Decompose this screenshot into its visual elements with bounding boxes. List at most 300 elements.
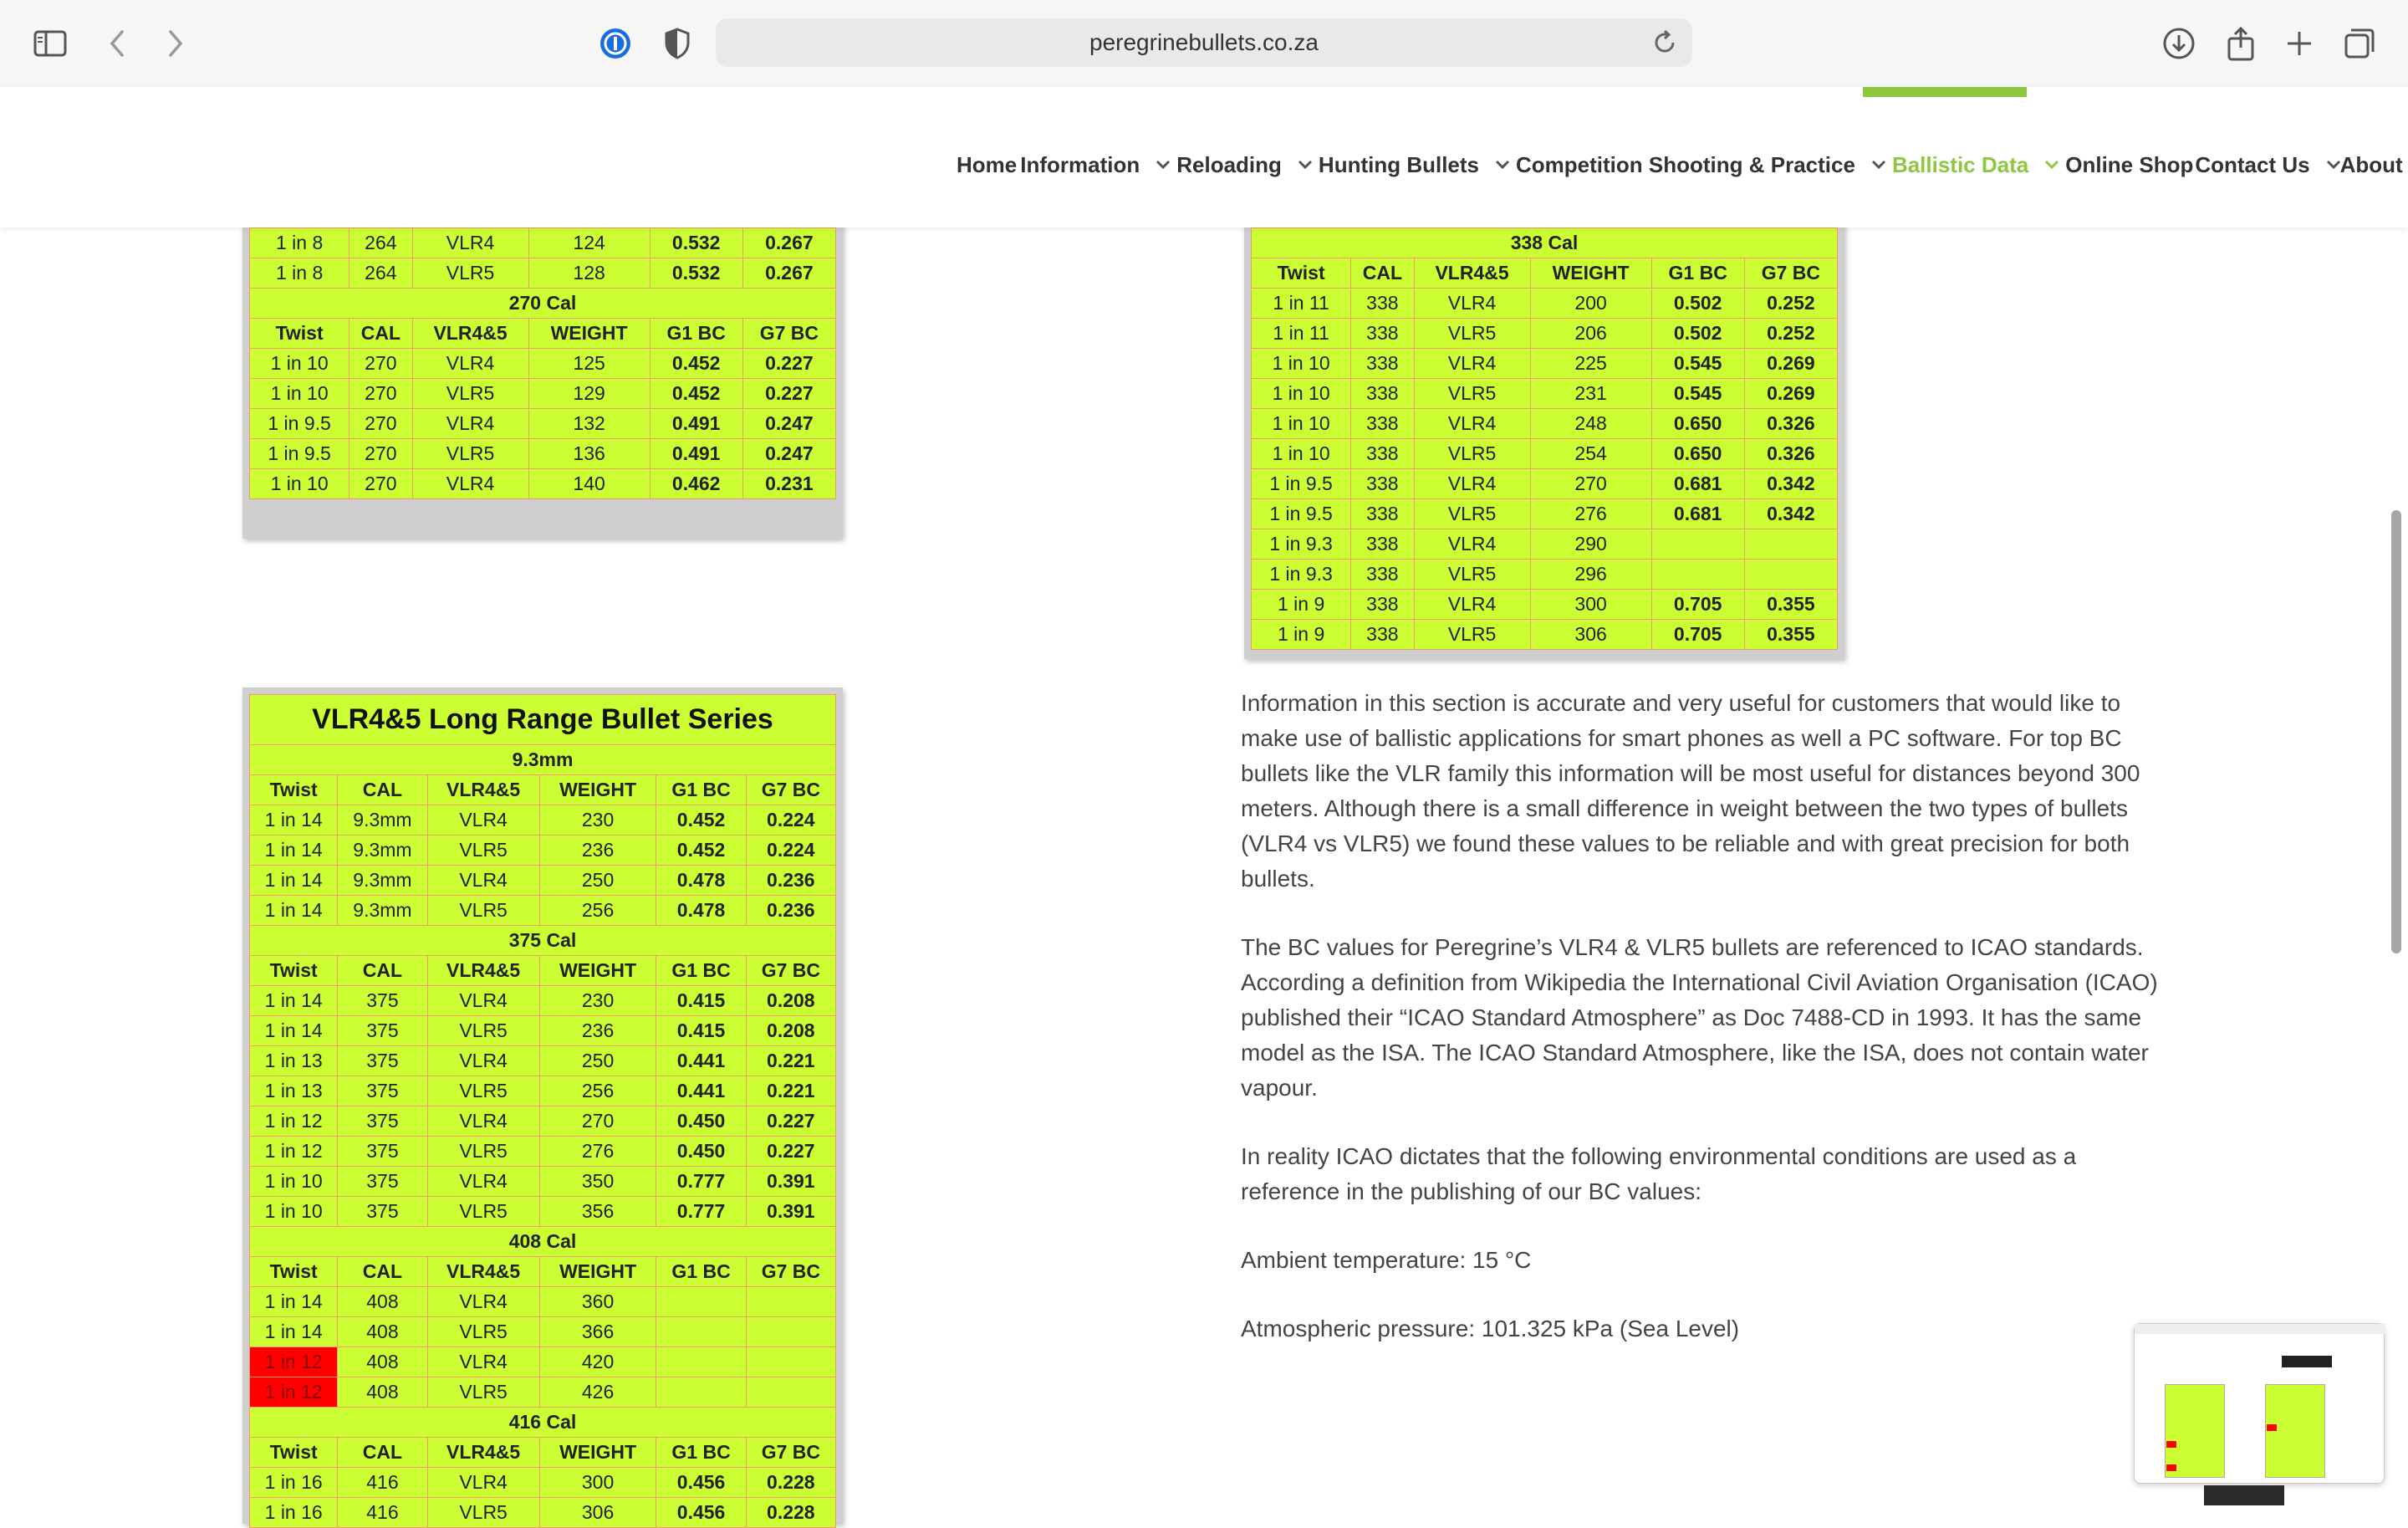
table-cell: 230 — [539, 986, 656, 1016]
table-row — [250, 1317, 836, 1347]
table-cell: VLR4 — [427, 1287, 539, 1317]
table-cell — [746, 1347, 835, 1377]
table-cell: 0.236 — [746, 896, 835, 926]
download-icon[interactable] — [2159, 23, 2199, 64]
table-cell: 1 in 14 — [250, 836, 338, 866]
table-cell: 1 in 13 — [250, 1076, 338, 1106]
table-cell — [746, 1287, 835, 1317]
table-cell: 0.415 — [656, 986, 746, 1016]
thumbnail-red-mark — [2267, 1424, 2277, 1431]
address-bar[interactable] — [716, 18, 1692, 67]
table-cell: 254 — [1530, 439, 1651, 469]
table-cell: 0.502 — [1651, 319, 1744, 349]
column-header: CAL — [338, 1438, 427, 1468]
table-cell: VLR5 — [412, 258, 528, 289]
table-row — [250, 349, 836, 379]
table-cell: 1 in 16 — [250, 1498, 338, 1528]
table-cell: 1 in 8 — [250, 228, 349, 258]
table-cell: 124 — [528, 228, 650, 258]
table-cell: 338 — [1351, 620, 1414, 650]
table-cell: 0.252 — [1744, 319, 1837, 349]
table-cell: VLR5 — [427, 1498, 539, 1528]
table-cell: VLR5 — [1414, 560, 1530, 590]
table-cell — [746, 1377, 835, 1408]
column-header: G1 BC — [1651, 258, 1744, 289]
table-cell: 416 — [338, 1498, 427, 1528]
table-cell: 416 — [338, 1468, 427, 1498]
table-long-range-series — [242, 687, 843, 1524]
table-cell: VLR4 — [1414, 529, 1530, 560]
table-cell: 338 — [1351, 379, 1414, 409]
thumbnail-table-right — [2265, 1384, 2325, 1478]
table-cell: 264 — [349, 258, 412, 289]
table-cell: VLR5 — [427, 1137, 539, 1167]
column-header-row — [250, 1257, 836, 1287]
table-cell: 408 — [338, 1377, 427, 1408]
table-cell: 225 — [1530, 349, 1651, 379]
table-cell: 1 in 9.3 — [1252, 529, 1351, 560]
table-cell: 270 — [349, 439, 412, 469]
chevron-down-icon — [2042, 155, 2062, 175]
back-icon[interactable] — [97, 23, 137, 64]
table-cell: 0.650 — [1651, 409, 1744, 439]
table-cell: 0.355 — [1744, 590, 1837, 620]
table-cell: 0.491 — [650, 409, 742, 439]
column-header-row — [250, 1438, 836, 1468]
column-header: G7 BC — [746, 1438, 835, 1468]
table-cell: 1 in 9.5 — [250, 439, 349, 469]
paragraph-conditions: In reality ICAO dictates that the following environmental conditions are used as a reference in the publishing of our BC values: — [1241, 1143, 2077, 1204]
table-cell: VLR4 — [412, 228, 528, 258]
table-cell: 136 — [528, 439, 650, 469]
column-header: G1 BC — [656, 956, 746, 986]
table-cell: VLR5 — [412, 439, 528, 469]
table-cell: 0.208 — [746, 986, 835, 1016]
table-cell: 350 — [539, 1167, 656, 1197]
table-cell: 375 — [338, 1046, 427, 1076]
column-header: CAL — [338, 956, 427, 986]
table-cell: 1 in 14 — [250, 805, 338, 836]
table-cell: 1 in 14 — [250, 1287, 338, 1317]
table-row — [250, 896, 836, 926]
table-cell: VLR4 — [412, 469, 528, 499]
table-cell: 125 — [528, 349, 650, 379]
table-cell: VLR5 — [427, 1076, 539, 1106]
table-cell: 1 in 12 — [250, 1137, 338, 1167]
table-cell: 1 in 10 — [1252, 379, 1351, 409]
table-cell: 0.462 — [650, 469, 742, 499]
table-cell: VLR4 — [1414, 590, 1530, 620]
table-row — [250, 1046, 836, 1076]
table-cell: 1 in 8 — [250, 258, 349, 289]
table-row — [250, 469, 836, 499]
table-cell: VLR4 — [412, 409, 528, 439]
table-cell: 231 — [1530, 379, 1651, 409]
table-cell: 230 — [539, 805, 656, 836]
table-cell: 270 — [349, 469, 412, 499]
table-cell: 0.231 — [742, 469, 835, 499]
table-cell: 140 — [528, 469, 650, 499]
section-header-label: 9.3mm — [250, 745, 836, 775]
atmospheric-pressure: Atmospheric pressure: 101.325 kPa (Sea Level) — [1241, 1316, 1740, 1341]
table-cell: VLR5 — [1414, 620, 1530, 650]
table-cell: VLR4 — [427, 1167, 539, 1197]
table-cell: 0.502 — [1651, 289, 1744, 319]
table-cell: 0.681 — [1651, 499, 1744, 529]
table-cell: 1 in 12 — [250, 1347, 338, 1377]
table-cell: VLR4 — [427, 1106, 539, 1137]
table-cell: 0.441 — [656, 1046, 746, 1076]
table-cell: 1 in 9.5 — [1252, 469, 1351, 499]
table-row — [250, 379, 836, 409]
table-cell: 0.705 — [1651, 620, 1744, 650]
nav-about[interactable]: About — [2339, 151, 2403, 177]
table-cell: 0.650 — [1651, 439, 1744, 469]
table-row — [1252, 590, 1838, 620]
column-header: G7 BC — [1744, 258, 1837, 289]
table-cell: 420 — [539, 1347, 656, 1377]
column-header: CAL — [1351, 258, 1414, 289]
table-cell: VLR5 — [427, 836, 539, 866]
table-cell: VLR4 — [1414, 409, 1530, 439]
table-cell: 0.705 — [1651, 590, 1744, 620]
column-header: WEIGHT — [528, 319, 650, 349]
table-cell: 356 — [539, 1197, 656, 1227]
table-cell: 9.3mm — [338, 866, 427, 896]
table-cell: 1 in 14 — [250, 896, 338, 926]
table-cell: 9.3mm — [338, 896, 427, 926]
table-cell: 338 — [1351, 349, 1414, 379]
table-cell — [656, 1287, 746, 1317]
table-cell: 0.342 — [1744, 469, 1837, 499]
chevron-down-icon — [1869, 155, 1889, 175]
table-cell: 1 in 10 — [1252, 409, 1351, 439]
table-row — [1252, 469, 1838, 499]
table-cell: 0.491 — [650, 439, 742, 469]
nav-home[interactable]: Home — [957, 151, 1018, 177]
table-cell: VLR4 — [427, 1046, 539, 1076]
table-row — [250, 1137, 836, 1167]
table-cell: 1 in 13 — [250, 1046, 338, 1076]
table-row — [1252, 289, 1838, 319]
table-cell: 0.247 — [742, 409, 835, 439]
table-cell: 0.221 — [746, 1076, 835, 1106]
table-cell: 0.326 — [1744, 439, 1837, 469]
table-cell: 0.326 — [1744, 409, 1837, 439]
table-cell: 338 — [1351, 499, 1414, 529]
column-header: G1 BC — [656, 775, 746, 805]
page-thumbnail-preview[interactable] — [2134, 1323, 2385, 1484]
nav-ballistic-data[interactable]: Ballistic Data — [1892, 152, 2065, 178]
table-cell: 270 — [349, 349, 412, 379]
table-cell: 200 — [1530, 289, 1651, 319]
table-cell: 1 in 14 — [250, 986, 338, 1016]
thumbnail-red-mark — [2166, 1441, 2176, 1448]
table-cell — [1744, 560, 1837, 590]
table-cell: 0.450 — [656, 1137, 746, 1167]
table-cell: VLR5 — [427, 896, 539, 926]
new-tab-icon[interactable] — [2279, 23, 2319, 64]
table-cell: 1 in 10 — [1252, 439, 1351, 469]
table-cell: 1 in 12 — [250, 1377, 338, 1408]
table-cell: VLR5 — [427, 1317, 539, 1347]
table-row — [250, 1377, 836, 1408]
table-cell: VLR5 — [427, 1016, 539, 1046]
column-header: Twist — [250, 775, 338, 805]
column-header: WEIGHT — [539, 1438, 656, 1468]
table-cell: VLR4 — [427, 986, 539, 1016]
table-cell: VLR4 — [1414, 349, 1530, 379]
table-cell: 338 — [1351, 529, 1414, 560]
sidebar-icon[interactable] — [30, 23, 70, 64]
bottom-overlay — [2204, 1485, 2284, 1505]
table-cell: 0.478 — [656, 866, 746, 896]
table-cell: 338 — [1351, 560, 1414, 590]
table-cell: 1 in 11 — [1252, 289, 1351, 319]
share-icon[interactable] — [2221, 23, 2261, 64]
table-cell: 0.267 — [742, 258, 835, 289]
table-cell: 0.452 — [656, 805, 746, 836]
table-row — [250, 1076, 836, 1106]
table-cell: 0.456 — [656, 1498, 746, 1528]
column-header: VLR4&5 — [427, 1257, 539, 1287]
column-header: WEIGHT — [1530, 258, 1651, 289]
table-row — [250, 258, 836, 289]
section-header — [1252, 228, 1838, 258]
column-header: CAL — [338, 1257, 427, 1287]
column-header: WEIGHT — [539, 1257, 656, 1287]
table-cell: 300 — [1530, 590, 1651, 620]
table-cell: 1 in 9.3 — [1252, 560, 1351, 590]
active-nav-indicator — [1863, 87, 2027, 97]
table-cell: 129 — [528, 379, 650, 409]
table-cell — [1744, 529, 1837, 560]
privacy-shield-icon[interactable] — [657, 23, 697, 64]
nav-contact-us[interactable]: Contact Us — [2195, 152, 2346, 178]
column-header: CAL — [349, 319, 412, 349]
table-cell: 276 — [1530, 499, 1651, 529]
table-cell — [1651, 529, 1744, 560]
section-header-label: 338 Cal — [1252, 228, 1838, 258]
table-cell: 0.224 — [746, 836, 835, 866]
table-cell: 236 — [539, 1016, 656, 1046]
table-title — [250, 695, 836, 745]
reload-icon[interactable] — [1650, 28, 1679, 57]
table-cell: VLR4 — [427, 866, 539, 896]
table-cell: 338 — [1351, 319, 1414, 349]
table-cell: 360 — [539, 1287, 656, 1317]
table-cell: 270 — [539, 1106, 656, 1137]
column-header: WEIGHT — [539, 956, 656, 986]
table-cell: 408 — [338, 1347, 427, 1377]
table-cell: 306 — [539, 1498, 656, 1528]
table-cell — [656, 1347, 746, 1377]
ballistic-table — [1251, 227, 1838, 650]
table-cell — [746, 1317, 835, 1347]
table-row — [250, 1347, 836, 1377]
table-cell: 0.391 — [746, 1167, 835, 1197]
table-row — [250, 836, 836, 866]
table-cell: 206 — [1530, 319, 1651, 349]
table-cell: 426 — [539, 1377, 656, 1408]
table-cell: 248 — [1530, 409, 1651, 439]
table-row — [1252, 560, 1838, 590]
column-header: Twist — [250, 1257, 338, 1287]
thumbnail-red-mark — [2166, 1464, 2176, 1471]
table-cell: 0.236 — [746, 866, 835, 896]
table-cell: 0.208 — [746, 1016, 835, 1046]
table-row — [250, 1287, 836, 1317]
table-cell: 0.224 — [746, 805, 835, 836]
table-cell: 0.227 — [746, 1137, 835, 1167]
table-cell: 1 in 9 — [1252, 590, 1351, 620]
table-cell: 0.478 — [656, 896, 746, 926]
table-row — [250, 439, 836, 469]
table-cell: 0.247 — [742, 439, 835, 469]
table-cell: 0.777 — [656, 1197, 746, 1227]
table-cell: VLR4 — [427, 1347, 539, 1377]
table-cell: 0.221 — [746, 1046, 835, 1076]
ballistic-table — [249, 197, 836, 499]
table-264-270-cal — [242, 197, 843, 539]
section-header-label: 270 Cal — [250, 289, 836, 319]
forward-icon[interactable] — [156, 23, 196, 64]
table-cell: 0.391 — [746, 1197, 835, 1227]
table-cell: 0.252 — [1744, 289, 1837, 319]
table-cell: 0.532 — [650, 228, 742, 258]
paragraph-icao: The BC values for Peregrine’s VLR4 & VLR5 bullets are referenced to ICAO standards. According a definition from Wikipedia the International Civil Aviation Organisation (ICAO) published their “ICAO Standard Atmosphere” as Doc 7488-CD in 1993. It has the same model as the ISA. The ICAO Standard Atmosphere, like the ISA, does not contain water vapour. — [1241, 934, 2158, 1101]
table-cell: 0.269 — [1744, 349, 1837, 379]
table-cell: 1 in 10 — [250, 469, 349, 499]
table-cell: 0.267 — [742, 228, 835, 258]
column-header-row — [250, 319, 836, 349]
ballistic-table — [249, 694, 836, 1528]
table-cell: 0.228 — [746, 1468, 835, 1498]
column-header: G1 BC — [656, 1257, 746, 1287]
table-cell: VLR5 — [1414, 439, 1530, 469]
table-row — [1252, 319, 1838, 349]
table-cell: 1 in 12 — [250, 1106, 338, 1137]
thumbnail-badge — [2282, 1356, 2332, 1367]
page-scrollbar[interactable] — [2391, 510, 2401, 953]
table-cell: 9.3mm — [338, 836, 427, 866]
table-cell: VLR4 — [1414, 469, 1530, 499]
table-cell: 0.452 — [656, 836, 746, 866]
chevron-down-icon — [1153, 155, 1173, 175]
table-cell: 290 — [1530, 529, 1651, 560]
table-cell: 1 in 14 — [250, 1016, 338, 1046]
table-cell: 0.355 — [1744, 620, 1837, 650]
table-cell: 264 — [349, 228, 412, 258]
table-cell: 0.342 — [1744, 499, 1837, 529]
table-cell: 0.456 — [656, 1468, 746, 1498]
column-header-row — [250, 775, 836, 805]
column-header: VLR4&5 — [427, 1438, 539, 1468]
table-cell: 0.415 — [656, 1016, 746, 1046]
table-cell: 375 — [338, 1016, 427, 1046]
nav-information[interactable]: Information — [1020, 152, 1176, 178]
info-text — [1241, 686, 2177, 1380]
table-cell: 375 — [338, 986, 427, 1016]
nav-online-shop[interactable]: Online Shop — [2065, 151, 2194, 177]
table-cell: 0.228 — [746, 1498, 835, 1528]
table-cell: 338 — [1351, 469, 1414, 499]
table-row — [250, 1106, 836, 1137]
column-header: G1 BC — [650, 319, 742, 349]
table-cell: VLR4 — [1414, 289, 1530, 319]
table-title-label: VLR4&5 Long Range Bullet Series — [250, 695, 836, 745]
nav-competition-shooting[interactable]: Competition Shooting & Practice — [1516, 152, 1892, 178]
table-cell: 1 in 10 — [1252, 349, 1351, 379]
column-header: VLR4&5 — [1414, 258, 1530, 289]
column-header: G7 BC — [746, 1257, 835, 1287]
table-row — [250, 1197, 836, 1227]
table-row — [250, 1498, 836, 1528]
table-cell: 0.532 — [650, 258, 742, 289]
column-header: G7 BC — [746, 956, 835, 986]
table-cell: 270 — [349, 409, 412, 439]
table-cell: 338 — [1351, 409, 1414, 439]
thumbnail-toolbar — [2135, 1324, 2385, 1334]
column-header: G7 BC — [742, 319, 835, 349]
section-header-label: 416 Cal — [250, 1408, 836, 1438]
table-cell: 1 in 14 — [250, 866, 338, 896]
table-cell: 375 — [338, 1197, 427, 1227]
table-cell: 0.441 — [656, 1076, 746, 1106]
table-cell: 256 — [539, 896, 656, 926]
table-cell: 306 — [1530, 620, 1651, 650]
nav-reloading[interactable]: Reloading — [1176, 152, 1319, 178]
table-cell: 375 — [338, 1137, 427, 1167]
nav-hunting-bullets[interactable]: Hunting Bullets — [1319, 152, 1516, 178]
column-header: G7 BC — [746, 775, 835, 805]
column-header: G1 BC — [656, 1438, 746, 1468]
table-row — [1252, 379, 1838, 409]
table-row — [250, 1468, 836, 1498]
password-icon[interactable] — [595, 23, 635, 64]
table-cell: 338 — [1351, 590, 1414, 620]
table-cell: 0.545 — [1651, 349, 1744, 379]
table-cell: 1 in 11 — [1252, 319, 1351, 349]
table-cell: 0.545 — [1651, 379, 1744, 409]
table-cell: VLR5 — [1414, 319, 1530, 349]
table-cell: 366 — [539, 1317, 656, 1347]
table-cell: 1 in 14 — [250, 1317, 338, 1347]
paragraph-intro: Information in this section is accurate and very useful for customers that would like to make use of ballistic applications for smart phones as well a PC software. For top BC bullets like the VLR family this information will be most useful for distances beyond 300 meters. Although there is a small difference in weight between the two types of bullets (VLR4 vs VLR5) we found these values to be reliable and with great precision for both bullets. — [1241, 690, 2140, 892]
table-cell: 296 — [1530, 560, 1651, 590]
table-row — [1252, 409, 1838, 439]
tabs-overview-icon[interactable] — [2339, 23, 2380, 64]
table-row — [1252, 529, 1838, 560]
table-cell: 1 in 10 — [250, 1167, 338, 1197]
column-header-row — [250, 956, 836, 986]
table-cell — [1651, 560, 1744, 590]
section-header — [250, 926, 836, 956]
column-header: VLR4&5 — [427, 775, 539, 805]
chevron-down-icon — [1295, 155, 1315, 175]
table-row — [250, 805, 836, 836]
section-header — [250, 289, 836, 319]
table-cell — [656, 1377, 746, 1408]
column-header: Twist — [250, 319, 349, 349]
column-header: VLR4&5 — [412, 319, 528, 349]
table-cell: 1 in 9.5 — [1252, 499, 1351, 529]
table-338-cal — [1244, 197, 1844, 659]
table-cell: VLR4 — [412, 349, 528, 379]
table-cell: 132 — [528, 409, 650, 439]
table-cell: 270 — [1530, 469, 1651, 499]
table-row — [1252, 620, 1838, 650]
